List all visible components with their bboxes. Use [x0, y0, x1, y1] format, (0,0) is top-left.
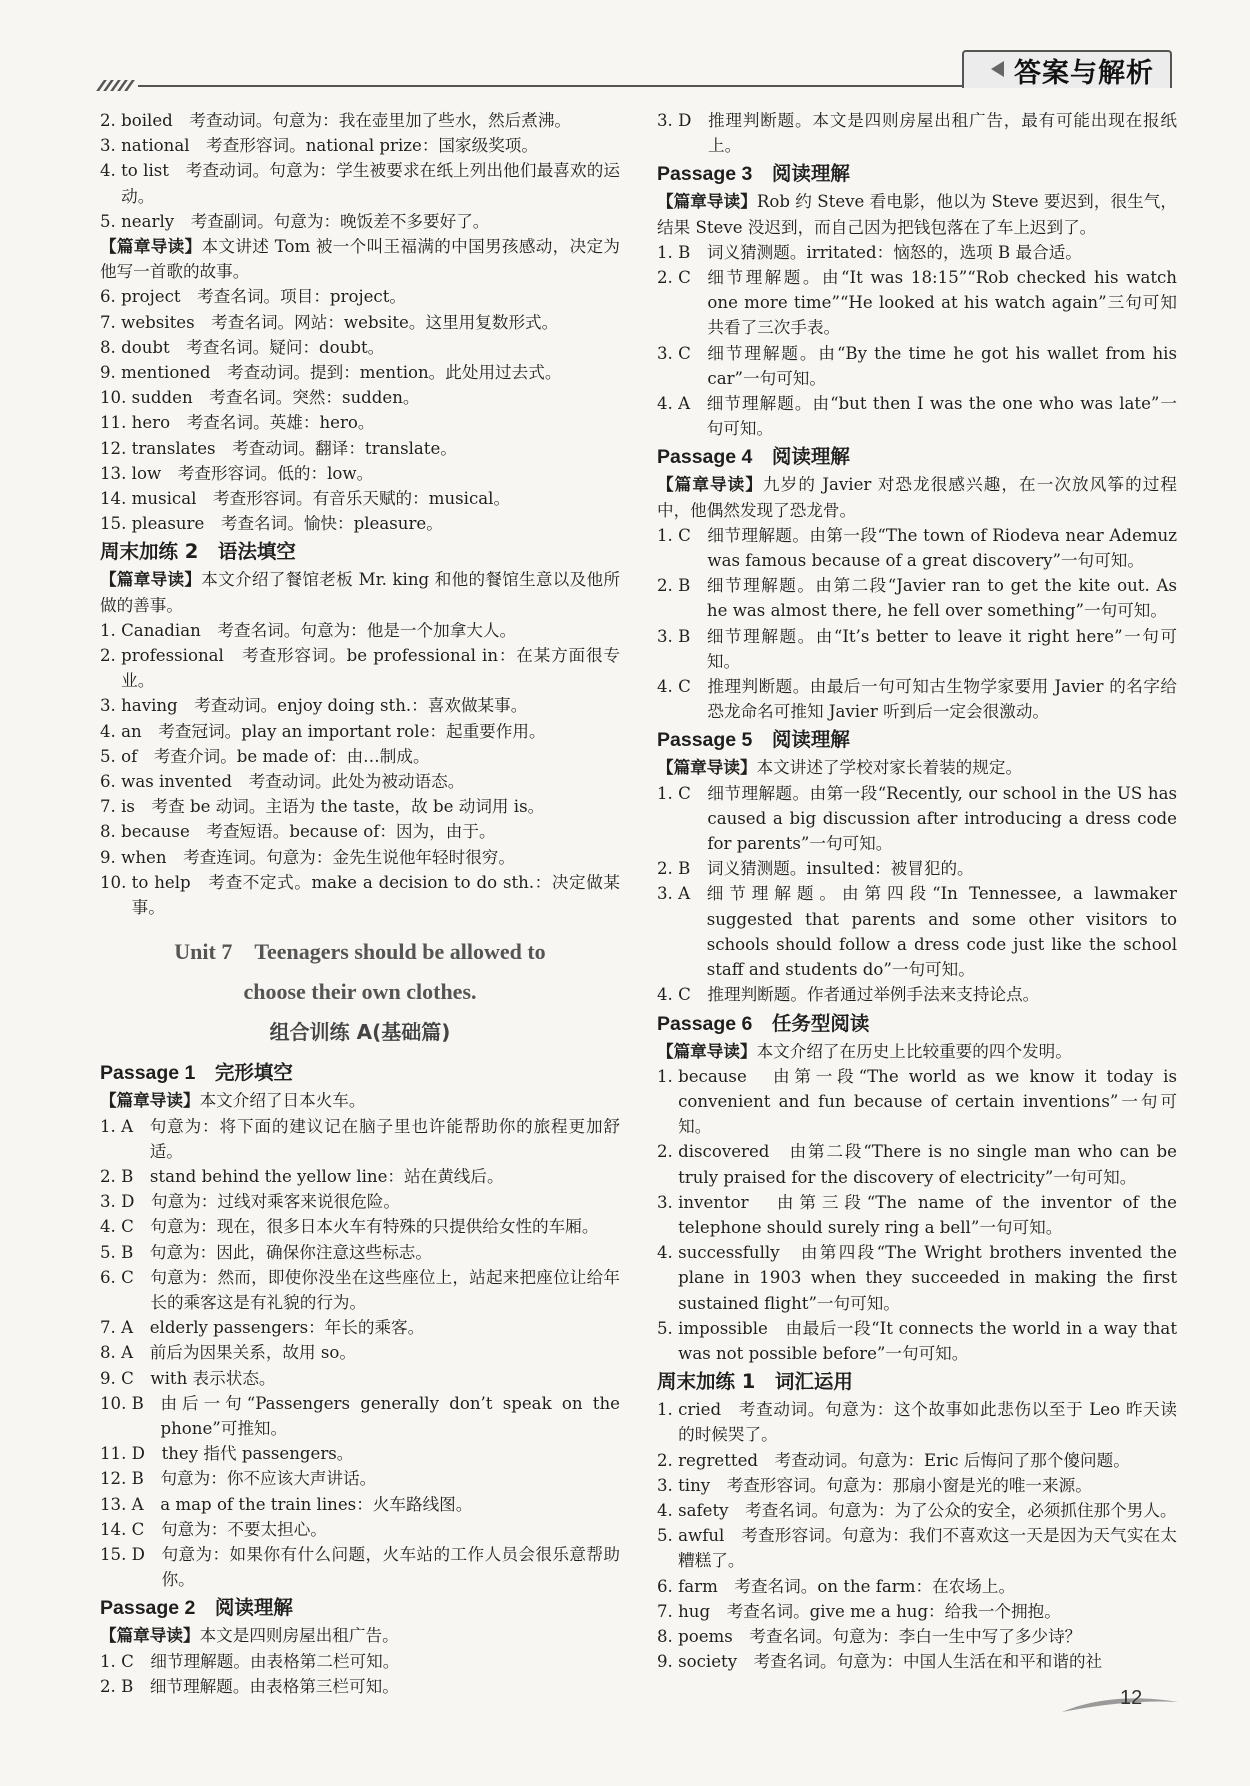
answer-text: 句意为：过线对乘客来说很危险。	[151, 1192, 400, 1212]
answer-number: 1. A	[100, 1116, 150, 1136]
answer-number: 4. C	[657, 677, 708, 697]
answer-item	[100, 693, 620, 718]
guide-text: 本文讲述了学校对家长着装的规定。	[756, 758, 1023, 778]
answer-text: 细节理解题。由第一段“The town of Riodeva near Ademuz was famous because of a great discovery”一句可知。	[707, 525, 1177, 571]
answer-text: 细节理解题。由“It’s better to leave it right here”一句可知。	[706, 626, 1177, 671]
answer-number: 1.	[100, 620, 122, 640]
section-heading	[100, 1058, 620, 1088]
answer-item	[657, 1397, 1177, 1447]
answer-item	[657, 1473, 1177, 1498]
answer-item	[100, 1391, 620, 1441]
section-title: 阅读理解	[195, 1596, 293, 1620]
answer-number: 11. D	[100, 1444, 162, 1464]
answer-number: 10.	[100, 872, 132, 892]
answer-item	[100, 618, 620, 643]
answer-item	[100, 335, 620, 360]
guide-text: 本文介绍了在历史上比较重要的四个发明。	[756, 1041, 1072, 1061]
section-title: 阅读理解	[752, 162, 850, 186]
answer-item	[100, 1517, 620, 1542]
answer-number: 3. A	[657, 884, 707, 904]
answer-item	[657, 265, 1177, 341]
answer-text: Canadian 考查名词。句意为：他是一个加拿大人。	[121, 620, 517, 640]
passage-guide	[657, 755, 1177, 780]
answer-item	[100, 360, 620, 385]
answer-text: having 考查动词。enjoy doing sth.：喜欢做某事。	[121, 696, 528, 716]
answer-text: pleasure 考查名词。愉快：pleasure。	[131, 514, 443, 534]
answer-text: when 考查连词。句意为：金先生说他年轻时很穷。	[121, 847, 515, 867]
answer-number: 5. B	[100, 1242, 150, 1262]
answer-item	[100, 108, 620, 133]
answer-text: they 指代 passengers。	[161, 1444, 354, 1464]
answer-item	[657, 240, 1177, 265]
answer-text: inventor 由第三段“The name of the inventor of the telephone should surely ring a bell”一句可知。	[678, 1192, 1177, 1237]
answer-text: hug 考查名词。give me a hug：给我一个拥抱。	[678, 1601, 1061, 1621]
section-title: 完形填空	[195, 1061, 293, 1085]
answer-text: mentioned 考查动词。提到：mention。此处用过去式。	[121, 363, 562, 383]
answer-text: 句意为：你不应该大声讲话。	[160, 1469, 377, 1489]
answer-text: 词义猜测题。irritated：恼怒的，选项 B 最合适。	[706, 242, 1082, 262]
section-title: 阅读理解	[752, 445, 850, 469]
answer-text: 细节理解题。由表格第三栏可知。	[149, 1676, 399, 1696]
page-title: 答案与解析	[1014, 58, 1154, 89]
answer-number: 3.	[657, 1192, 679, 1212]
answer-item	[657, 881, 1177, 982]
answer-item	[657, 1523, 1177, 1573]
section-heading	[100, 537, 620, 567]
answer-text: 词义猜测题。insulted：被冒犯的。	[706, 859, 974, 879]
answer-item	[100, 310, 620, 335]
answer-item	[657, 1240, 1177, 1316]
answer-item	[657, 1624, 1177, 1649]
answer-item	[100, 1649, 620, 1674]
answer-item	[100, 744, 620, 769]
guide-label: 【篇章导读】	[100, 1626, 200, 1646]
answer-number: 7.	[100, 797, 122, 817]
answer-item	[100, 410, 620, 435]
answer-text: because 由第一段“The world as we know it today is convenient and fun because of certain inventions”一句可知。	[678, 1066, 1177, 1137]
answer-number: 8. A	[100, 1343, 150, 1363]
answer-item	[100, 819, 620, 844]
answer-number: 3.	[100, 136, 122, 156]
guide-text: 本文是四则房屋出租广告。	[199, 1626, 399, 1646]
answer-number: 13. A	[100, 1494, 161, 1514]
answer-number: 1. B	[657, 242, 707, 262]
answer-text: 句意为：现在，很多日本火车有特殊的只提供给女性的车厢。	[150, 1217, 599, 1237]
passage-guide	[100, 1088, 620, 1113]
answer-item	[657, 1316, 1177, 1366]
answer-text: 句意为：因此，确保你注意这些标志。	[149, 1242, 432, 1262]
answer-item	[657, 781, 1177, 857]
section-heading	[100, 1593, 620, 1623]
answer-text: 推理判断题。作者通过举例手法来支持论点。	[707, 985, 1040, 1005]
answer-item	[657, 391, 1177, 441]
answer-number: 10.	[100, 388, 132, 408]
answer-text: 句意为：如果你有什么问题，火车站的工作人员会很乐意帮助你。	[161, 1544, 620, 1590]
answer-item	[100, 158, 620, 208]
unit-title: Unit 7 Teenagers should be allowed to	[174, 939, 546, 965]
answer-number: 4.	[100, 721, 122, 741]
answer-item	[657, 674, 1177, 724]
answer-number: 6.	[657, 1576, 679, 1596]
answer-number: 15. D	[100, 1544, 162, 1564]
answer-item	[657, 1190, 1177, 1240]
answer-number: 3. C	[657, 343, 708, 363]
section-heading	[657, 1367, 1177, 1397]
section-title: 周末加练 2 语法填空	[100, 540, 296, 564]
answer-number: 3.	[657, 1475, 679, 1495]
answer-number: 15.	[100, 514, 132, 534]
answer-text: of 考查介词。be made of：由…制成。	[121, 746, 430, 766]
answer-item	[100, 794, 620, 819]
answer-number: 6.	[100, 287, 122, 307]
passage-guide	[657, 472, 1177, 522]
guide-label: 【篇章导读】	[100, 237, 202, 257]
answer-number: 9.	[100, 363, 122, 383]
answer-item	[657, 1498, 1177, 1523]
passage-label: Passage 3	[657, 163, 753, 186]
answer-text: hero 考查名词。英雄：hero。	[131, 413, 375, 433]
group-title: 组合训练 A(基础篇)	[269, 1020, 451, 1045]
answer-item	[657, 1574, 1177, 1599]
answer-text: safety 考查名词。句意为：为了公众的安全，必须抓住那个男人。	[678, 1500, 1177, 1520]
answer-item	[100, 1189, 620, 1214]
answer-item	[100, 1466, 620, 1491]
answer-number: 4.	[100, 161, 122, 181]
passage-guide	[657, 1039, 1177, 1064]
answer-item	[100, 1366, 620, 1391]
answer-item	[657, 1448, 1177, 1473]
answer-number: 4. A	[657, 394, 707, 414]
passage-label: Passage 6	[657, 1012, 753, 1035]
answer-number: 4.	[657, 1243, 679, 1263]
answer-text: with 表示状态。	[150, 1368, 276, 1388]
answer-number: 3. D	[100, 1192, 152, 1212]
answer-number: 2. B	[100, 1166, 150, 1186]
answer-number: 8.	[100, 822, 122, 842]
answer-text: tiny 考查形容词。句意为：那扇小窗是光的唯一来源。	[678, 1475, 1092, 1495]
answer-number: 2. C	[657, 268, 708, 288]
passage-guide	[657, 189, 1177, 239]
guide-label: 【篇章导读】	[100, 570, 202, 590]
answer-text: national 考查形容词。national prize：国家级奖项。	[121, 136, 538, 156]
passage-guide	[100, 234, 620, 284]
unit-title: choose their own clothes.	[243, 979, 477, 1005]
answer-text: 句意为：不要太担心。	[160, 1519, 327, 1539]
answer-text: 细节理解题。由第四段“In Tennessee, a lawmaker suggested that parents and some other visitors to schools should follow a dress code just like the school staff and students do”一句可知。	[706, 884, 1177, 980]
answer-text: translates 考查动词。翻译：translate。	[131, 438, 457, 458]
answer-text: a map of the train lines：火车路线图。	[160, 1494, 473, 1514]
answer-text: poems 考查名词。句意为：李白一生中写了多少诗？	[678, 1626, 1082, 1646]
answer-number: 1. C	[657, 525, 708, 545]
answer-item	[100, 719, 620, 744]
answer-item	[100, 643, 620, 693]
guide-label: 【篇章导读】	[100, 1091, 200, 1111]
answer-text: was invented 考查动词。此处为被动语态。	[121, 772, 465, 792]
answer-item	[100, 511, 620, 536]
right-column	[657, 108, 1177, 1674]
answer-item	[100, 870, 620, 920]
answer-text: awful 考查形容词。句意为：我们不喜欢这一天是因为天气实在太糟糕了。	[678, 1526, 1177, 1571]
answer-item	[100, 1340, 620, 1365]
answer-text: an 考查冠词。play an important role：起重要作用。	[121, 721, 546, 741]
answer-number: 2.	[100, 111, 122, 130]
answer-number: 5.	[657, 1526, 679, 1546]
answer-item	[657, 1064, 1177, 1140]
answer-item	[657, 982, 1177, 1007]
answer-item	[100, 769, 620, 794]
answer-text: to list 考查动词。句意为：学生被要求在纸上列出他们最喜欢的运动。	[121, 161, 620, 206]
answer-item	[100, 1114, 620, 1164]
answer-number: 2. B	[657, 859, 707, 879]
section-title: 阅读理解	[752, 728, 850, 752]
answer-text: 句意为：然而，即使你没坐在这些座位上，站起来把座位让给年长的乘客这是有礼貌的行为。	[150, 1267, 620, 1312]
answer-text: musical 考查形容词。有音乐天赋的：musical。	[131, 489, 511, 509]
answer-text: 细节理解题。由第一段“Recently, our school in the US has caused a big discussion after introducing a dress code for parents”一句可知。	[707, 783, 1177, 854]
section-title: 任务型阅读	[752, 1011, 870, 1035]
answer-text: professional 考查形容词。be professional in：在某方面很专业。	[121, 646, 620, 691]
answer-item	[100, 284, 620, 309]
answer-item	[100, 1492, 620, 1517]
answer-number: 6.	[100, 772, 122, 792]
answer-text: websites 考查名词。网站：website。这里用复数形式。	[121, 312, 559, 332]
answer-item	[657, 523, 1177, 573]
answer-number: 11.	[100, 413, 132, 433]
left-column	[100, 108, 620, 1699]
answer-text: is 考查 be 动词。主语为 the taste，故 be 动词用 is。	[121, 797, 545, 817]
answer-text: 细节理解题。由“It was 18:15”“Rob checked his watch one more time”“He looked at his watch again”三句可知共看了三次手表。	[707, 268, 1177, 338]
answer-item	[100, 1214, 620, 1239]
answer-number: 7.	[657, 1601, 679, 1621]
answer-text: nearly 考查副词。句意为：晚饭差不多要好了。	[121, 211, 490, 231]
section-heading	[657, 442, 1177, 472]
answer-number: 7.	[100, 312, 122, 332]
answer-item	[100, 1542, 620, 1592]
section-heading	[657, 725, 1177, 755]
passage-label: Passage 2	[100, 1597, 196, 1620]
guide-text: 本文讲述 Tom 被一个叫王福满的中国男孩感动，决定为他写一首歌的故事。	[100, 237, 621, 282]
answer-text: boiled 考查动词。句意为：我在壶里加了些水，然后煮沸。	[121, 111, 572, 130]
answer-text: impossible 由最后一段“It connects the world in a way that was not possible before”一句可知。	[678, 1318, 1177, 1363]
triangle-left-icon	[991, 61, 1004, 77]
answer-text: sudden 考查名词。突然：sudden。	[131, 388, 420, 408]
answer-number: 4. C	[100, 1217, 151, 1237]
answer-item	[657, 1649, 1177, 1674]
answer-text: 前后为因果关系，故用 so。	[149, 1343, 356, 1363]
answer-item	[100, 486, 620, 511]
answer-item	[100, 1265, 620, 1315]
answer-item	[657, 108, 1177, 158]
answer-number: 6. C	[100, 1267, 151, 1287]
guide-text: 本文介绍了餐馆老板 Mr. king 和他的餐馆生意以及他所做的善事。	[100, 570, 621, 615]
answer-item	[657, 624, 1177, 674]
answer-text: discovered 由第二段“There is no single man who can be truly praised for the discovery of electricity”一句可知。	[678, 1142, 1177, 1187]
answer-number: 3.	[100, 696, 122, 716]
header-stripes	[100, 76, 135, 95]
answer-item	[100, 436, 620, 461]
answer-item	[657, 573, 1177, 623]
answer-number: 1.	[657, 1066, 679, 1086]
answer-text: to help 考查不定式。make a decision to do sth.：决定做某事。	[131, 872, 620, 918]
answer-text: elderly passengers：年长的乘客。	[149, 1318, 425, 1338]
answer-item	[100, 209, 620, 234]
answer-text: project 考查名词。项目：project。	[121, 287, 406, 307]
answer-item	[100, 1315, 620, 1340]
answer-number: 9.	[100, 847, 122, 867]
passage-label: Passage 1	[100, 1062, 196, 1085]
answer-text: stand behind the yellow line：站在黄线后。	[149, 1166, 504, 1186]
answer-number: 13.	[100, 463, 132, 483]
guide-label: 【篇章导读】	[657, 192, 757, 212]
answer-number: 3. D	[657, 111, 709, 130]
answer-number: 14. C	[100, 1519, 161, 1539]
answer-item	[657, 1599, 1177, 1624]
answer-item	[100, 1441, 620, 1466]
page-number: 12	[1120, 1687, 1143, 1709]
answer-text: 细节理解题。由“but then I was the one who was late”一句可知。	[706, 394, 1177, 439]
answer-item	[100, 385, 620, 410]
answer-number: 3. B	[657, 626, 707, 646]
answer-text: because 考查短语。because of：因为，由于。	[121, 822, 496, 842]
guide-label: 【篇章导读】	[657, 475, 764, 495]
answer-text: 细节理解题。由“By the time he got his wallet from his car”一句可知。	[707, 343, 1177, 388]
answer-number: 14.	[100, 489, 132, 509]
answer-item	[100, 1164, 620, 1189]
answer-number: 1. C	[657, 783, 708, 803]
answer-number: 8.	[657, 1626, 679, 1646]
passage-label: Passage 4	[657, 446, 753, 469]
answer-text: 细节理解题。由表格第二栏可知。	[150, 1651, 400, 1671]
answer-text: cried 考查动词。句意为：这个故事如此悲伤以至于 Leo 昨天读的时候哭了。	[678, 1400, 1177, 1445]
answer-number: 4.	[657, 1500, 679, 1520]
answer-number: 9. C	[100, 1368, 151, 1388]
answer-item	[100, 1240, 620, 1265]
answer-item	[100, 1674, 620, 1699]
answer-number: 5.	[100, 211, 122, 231]
answer-number: 2. B	[657, 576, 707, 596]
answer-number: 2.	[657, 1142, 679, 1162]
answer-text: farm 考查名词。on the farm：在农场上。	[678, 1576, 1016, 1596]
answer-number: 8.	[100, 337, 122, 357]
answer-text: 推理判断题。本文是四则房屋出租广告，最有可能出现在报纸上。	[708, 111, 1177, 156]
answer-item	[100, 133, 620, 158]
guide-text: 本文介绍了日本火车。	[199, 1091, 366, 1111]
answer-number: 2.	[100, 646, 122, 666]
guide-text: Rob 约 Steve 看电影，他以为 Steve 要迟到，很生气，结果 Steve 没迟到，而自己因为把钱包落在了车上迟到了。	[657, 192, 1177, 237]
answer-number: 12. B	[100, 1469, 161, 1489]
passage-label: Passage 5	[657, 729, 753, 752]
answer-number: 10. B	[100, 1393, 161, 1413]
answer-number: 1.	[657, 1400, 679, 1420]
answer-number: 5.	[100, 746, 122, 766]
answer-item	[657, 341, 1177, 391]
answer-text: 细节理解题。由第二段“Javier ran to get the kite out. As he was almost there, he fell over something”一句可知。	[706, 576, 1177, 621]
answer-number: 9.	[657, 1652, 679, 1672]
passage-guide	[100, 1623, 620, 1648]
answer-item	[657, 856, 1177, 881]
answer-text: regretted 考查动词。句意为：Eric 后悔问了那个傻问题。	[678, 1450, 1130, 1470]
answer-number: 5.	[657, 1318, 679, 1338]
guide-label: 【篇章导读】	[657, 1041, 757, 1061]
guide-label: 【篇章导读】	[657, 758, 757, 778]
answer-number: 7. A	[100, 1318, 150, 1338]
answer-text: 句意为：将下面的建议记在脑子里也许能帮助你的旅程更加舒适。	[149, 1116, 620, 1161]
answer-item	[100, 845, 620, 870]
answer-number: 4. C	[657, 985, 708, 1005]
answer-number: 1. C	[100, 1651, 151, 1671]
answer-text: successfully 由第四段“The Wright brothers invented the plane in 1903 when they succeeded in making the first sustained flight”一句可知。	[678, 1243, 1177, 1313]
section-heading	[657, 159, 1177, 189]
answer-number: 2. B	[100, 1676, 150, 1696]
section-title: 周末加练 1 词汇运用	[657, 1370, 853, 1394]
passage-guide	[100, 567, 620, 617]
answer-number: 12.	[100, 438, 132, 458]
answer-text: 推理判断题。由最后一句可知古生物学家要用 Javier 的名字给恐龙命名可推知 Javier 听到后一定会很激动。	[707, 677, 1177, 722]
answer-item	[657, 1139, 1177, 1189]
section-heading	[657, 1009, 1177, 1039]
answer-text: 由后一句“Passengers generally don’t speak on the phone”可推知。	[160, 1393, 620, 1438]
answer-text: doubt 考查名词。疑问：doubt。	[121, 337, 385, 357]
answer-text: low 考查形容词。低的：low。	[131, 463, 374, 483]
answer-item	[100, 461, 620, 486]
guide-text: 九岁的 Javier 对恐龙很感兴趣，在一次放风筝的过程中，他偶然发现了恐龙骨。	[657, 475, 1177, 520]
answer-number: 2.	[657, 1450, 679, 1470]
answer-text: society 考查名词。句意为：中国人生活在和平和谐的社	[678, 1652, 1103, 1672]
